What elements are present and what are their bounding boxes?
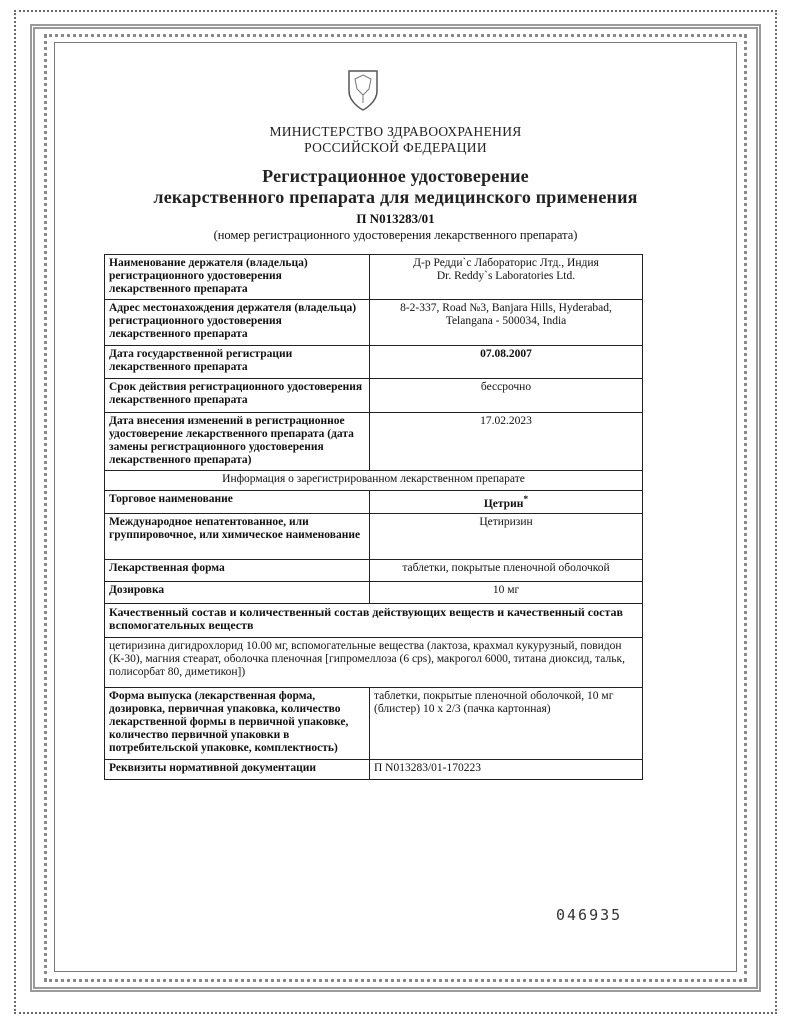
form-label: Лекарственная форма (105, 559, 370, 581)
trade-name-value (370, 491, 643, 514)
table-row (105, 300, 643, 346)
table-row (105, 255, 643, 300)
reg-date-value: 07.08.2007 (370, 346, 643, 379)
document-serial-number: 046935 (556, 906, 623, 924)
holder-value-ru: Д-р Редди`с Лабораторис Лтд., Индия (413, 257, 599, 269)
validity-value: бессрочно (370, 379, 643, 413)
address-label: Адрес местонахождения держателя (владельца) регистрационного удостоверения лекарственного препарата (105, 300, 370, 346)
normative-value: П N013283/01-170223 (370, 759, 643, 779)
document-title-line1: Регистрационное удостоверение (262, 166, 529, 186)
change-date-value: 17.02.2023 (370, 413, 643, 471)
change-date-label: Дата внесения изменений в регистрационное удостоверение лекарственного препарата (дата замены регистрационного удостоверения лекарственного препарата) (105, 413, 370, 471)
trade-name-text: Цетрин (483, 497, 524, 510)
table-row (105, 491, 643, 514)
release-form-label: Форма выпуска (лекарственная форма, дозировка, первичная упаковка, количество лекарственной формы в первичной упаковке, количество первичной упаковки в потребительской упаковке, комплектность) (105, 687, 370, 759)
address-value (370, 300, 643, 346)
reg-date-label: Дата государственной регистрации лекарственного препарата (105, 346, 370, 379)
form-value: таблетки, покрытые пленочной оболочкой (370, 559, 643, 581)
table-row (105, 413, 643, 471)
composition-text: цетиризина дигидрохлорид 10.00 мг, вспомогательные вещества (лактоза, крахмал кукурузный, повидон (К-30), магния стеарат, оболочка пленочная [гипромеллоза (6 cps), макрогол 6000, титана диоксид, тальк, полисорбат 80, диметикон]) (105, 637, 643, 687)
release-form-value: таблетки, покрытые пленочной оболочкой, 10 мг (блистер) 10 x 2/3 (пачка картонная) (370, 687, 643, 759)
normative-label: Реквизиты нормативной документации (105, 759, 370, 779)
table-row (105, 513, 643, 559)
dosage-label: Дозировка (105, 581, 370, 603)
inn-value: Цетиризин (370, 513, 643, 559)
ministry-name-line1: МИНИСТЕРСТВО ЗДРАВООХРАНЕНИЯ (269, 124, 522, 139)
trade-name-mark: * (523, 494, 529, 505)
registration-table (104, 254, 643, 780)
table-row (105, 687, 643, 759)
holder-label: Наименование держателя (владельца) регистрационного удостоверения лекарственного препарата (105, 255, 370, 300)
holder-value-en: Dr. Reddy`s Laboratories Ltd. (436, 270, 576, 282)
ministry-name-line2: РОССИЙСКОЙ ФЕДЕРАЦИИ (304, 140, 487, 155)
address-value-line1: 8-2-337, Road №3, Banjara Hills, Hyderabad, (400, 302, 612, 314)
table-row (105, 603, 643, 637)
address-value-line2: Telangana - 500034, India (445, 315, 567, 327)
inn-label: Международное непатентованное, или группировочное, или химическое наименование (105, 513, 370, 559)
info-section-header: Информация о зарегистрированном лекарственном препарате (105, 471, 643, 491)
coat-of-arms-icon (345, 67, 381, 113)
registration-number: П N013283/01 (356, 211, 435, 226)
holder-value (370, 255, 643, 300)
table-row (105, 471, 643, 491)
validity-label: Срок действия регистрационного удостоверения лекарственного препарата (105, 379, 370, 413)
dosage-value: 10 мг (370, 581, 643, 603)
table-row (105, 637, 643, 687)
table-row (105, 581, 643, 603)
table-row (105, 759, 643, 779)
table-row (105, 379, 643, 413)
table-row (105, 346, 643, 379)
document-title-line2: лекарственного препарата для медицинского применения (153, 187, 638, 207)
registration-number-caption: (номер регистрационного удостоверения лекарственного препарата) (213, 228, 578, 242)
trade-name-label: Торговое наименование (105, 491, 370, 514)
table-row (105, 559, 643, 581)
composition-header: Качественный состав и количественный состав действующих веществ и качественный состав вспомогательных веществ (105, 603, 643, 637)
